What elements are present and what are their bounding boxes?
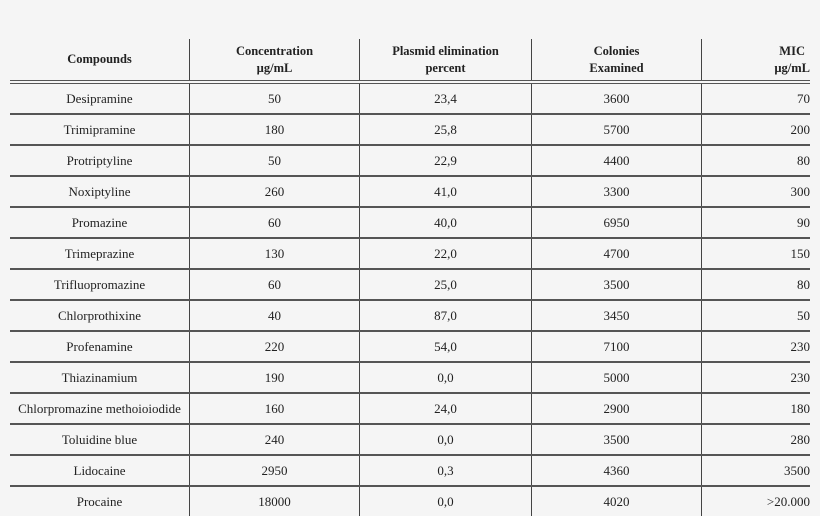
cell-colonies: 3300 [532, 177, 702, 206]
cell-concentration: 50 [190, 146, 360, 175]
table-row [10, 84, 810, 115]
cell-mic: 80 [797, 152, 810, 168]
cell-elimination: 0,3 [360, 456, 532, 485]
header-mic-line2: µg/mL [774, 60, 810, 75]
header-concentration-line2: µg/mL [256, 60, 293, 75]
cell-elimination: 0,0 [360, 425, 532, 454]
cell-concentration: 60 [190, 270, 360, 299]
cell-mic: 180 [790, 400, 810, 416]
header-colonies-line2: Examined [589, 60, 644, 75]
cell-concentration: 180 [190, 115, 360, 144]
cell-colonies: 5700 [532, 115, 702, 144]
cell-compound: Profenamine [10, 332, 190, 361]
header-concentration-line1: Concentration [235, 43, 314, 58]
table-row [10, 332, 810, 363]
cell-mic: 300 [790, 183, 810, 199]
cell-colonies: 5000 [532, 363, 702, 392]
cell-concentration: 50 [190, 84, 360, 113]
cell-compound: Desipramine [10, 84, 190, 113]
cell-concentration: 190 [190, 363, 360, 392]
table-row [10, 425, 810, 456]
cell-concentration: 60 [190, 208, 360, 237]
cell-colonies: 7100 [532, 332, 702, 361]
table-row [10, 301, 810, 332]
cell-concentration: 240 [190, 425, 360, 454]
cell-compound: Promazine [10, 208, 190, 237]
header-mic-line1: MIC [779, 43, 805, 58]
cell-elimination: 22,9 [360, 146, 532, 175]
cell-elimination: 40,0 [360, 208, 532, 237]
cell-elimination: 23,4 [360, 84, 532, 113]
cell-mic: 230 [790, 338, 810, 354]
cell-mic: 90 [797, 214, 810, 230]
header-colonies-line1: Colonies [593, 43, 640, 58]
cell-mic: 80 [797, 276, 810, 292]
table-body [10, 84, 810, 516]
cell-colonies: 4020 [532, 487, 702, 516]
table-row [10, 456, 810, 487]
table-row [10, 363, 810, 394]
data-table [10, 39, 810, 516]
cell-colonies: 4360 [532, 456, 702, 485]
cell-elimination: 24,0 [360, 394, 532, 423]
cell-compound: Thiazinamium [10, 363, 190, 392]
cell-compound: Trimipramine [10, 115, 190, 144]
cell-compound: Trifluopromazine [10, 270, 190, 299]
cell-colonies: 4400 [532, 146, 702, 175]
cell-elimination: 25,8 [360, 115, 532, 144]
cell-concentration: 2950 [190, 456, 360, 485]
cell-mic: >20.000 [766, 493, 810, 509]
cell-mic: 280 [790, 431, 810, 447]
header-colonies [532, 39, 702, 80]
header-elimination-line2: percent [425, 60, 466, 75]
cell-compound: Trimeprazine [10, 239, 190, 268]
cell-mic: 150 [790, 245, 810, 261]
cell-concentration: 220 [190, 332, 360, 361]
table-row [10, 146, 810, 177]
header-mic [702, 39, 810, 80]
header-elimination [360, 39, 532, 80]
cell-mic: 70 [797, 90, 810, 106]
cell-elimination: 41,0 [360, 177, 532, 206]
cell-concentration: 130 [190, 239, 360, 268]
cell-concentration: 18000 [190, 487, 360, 516]
cell-concentration: 160 [190, 394, 360, 423]
cell-mic: 200 [790, 121, 810, 137]
cell-mic: 230 [790, 369, 810, 385]
cell-colonies: 2900 [532, 394, 702, 423]
cell-colonies: 3600 [532, 84, 702, 113]
header-compounds [10, 39, 190, 80]
cell-compound: Chlorpromazine methoioiodide [10, 394, 190, 423]
cell-concentration: 40 [190, 301, 360, 330]
cell-elimination: 87,0 [360, 301, 532, 330]
table-row [10, 394, 810, 425]
cell-compound: Protriptyline [10, 146, 190, 175]
cell-elimination: 25,0 [360, 270, 532, 299]
cell-compound: Procaine [10, 487, 190, 516]
cell-concentration: 260 [190, 177, 360, 206]
header-compounds-label: Compounds [67, 52, 132, 66]
cell-colonies: 4700 [532, 239, 702, 268]
table-header [10, 39, 810, 84]
cell-compound: Toluidine blue [10, 425, 190, 454]
cell-elimination: 22,0 [360, 239, 532, 268]
table-row [10, 177, 810, 208]
cell-elimination: 54,0 [360, 332, 532, 361]
header-concentration [190, 39, 360, 80]
cell-mic: 50 [797, 307, 810, 323]
cell-compound: Noxiptyline [10, 177, 190, 206]
cell-colonies: 3500 [532, 270, 702, 299]
table-row [10, 487, 810, 516]
cell-compound: Lidocaine [10, 456, 190, 485]
cell-colonies: 3450 [532, 301, 702, 330]
table-row [10, 270, 810, 301]
table-row [10, 239, 810, 270]
cell-mic: 3500 [784, 462, 810, 478]
cell-colonies: 3500 [532, 425, 702, 454]
cell-elimination: 0,0 [360, 363, 532, 392]
header-elimination-line1: Plasmid elimination [392, 43, 499, 58]
cell-elimination: 0,0 [360, 487, 532, 516]
table-row [10, 208, 810, 239]
cell-compound: Chlorprothixine [10, 301, 190, 330]
cell-colonies: 6950 [532, 208, 702, 237]
table-row [10, 115, 810, 146]
